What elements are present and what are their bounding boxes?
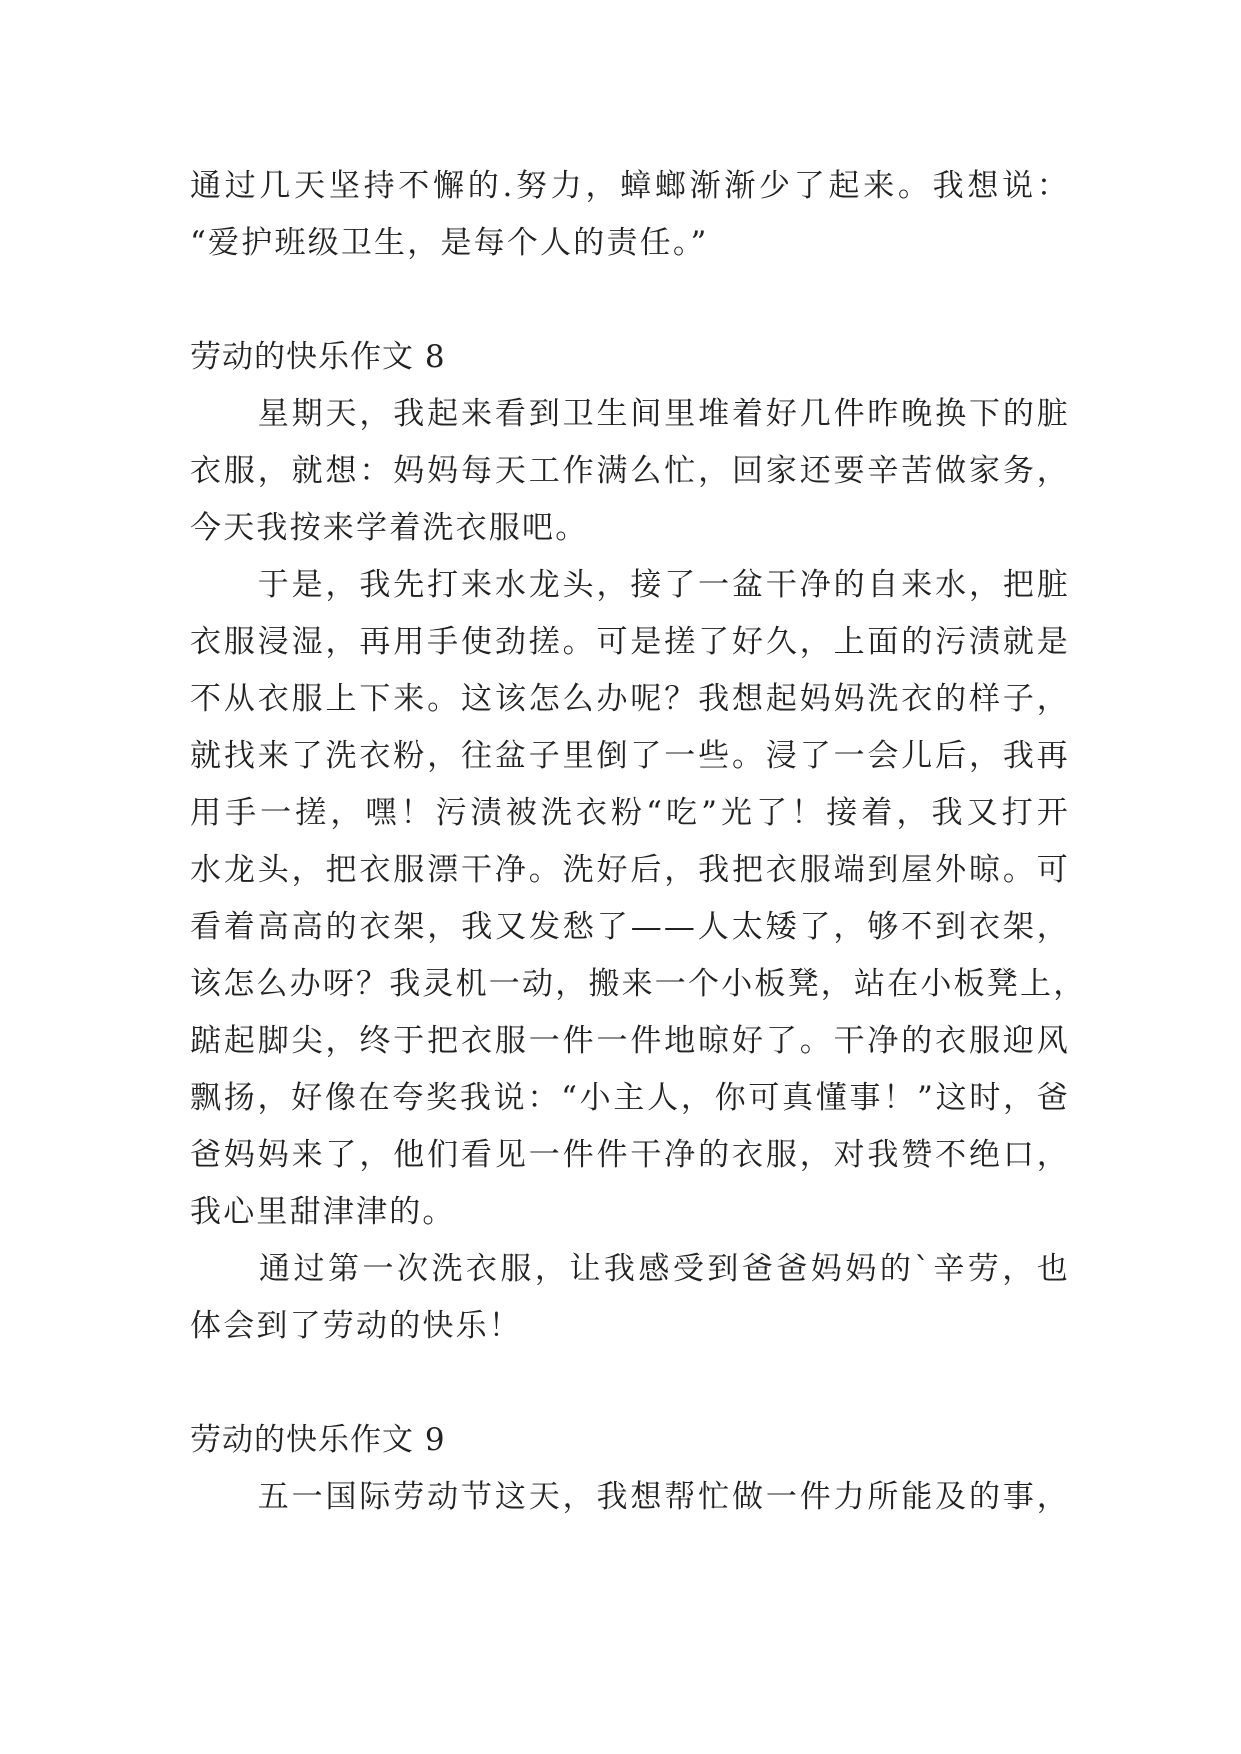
text-line: 于是，我先打来水龙头，接了一盆干净的自来水，把脏 <box>190 567 1070 603</box>
section-heading: 劳动的快乐作文 9 <box>190 1422 446 1458</box>
text-line: 爸妈妈来了，他们看见一件件干净的衣服，对我赞不绝口， <box>190 1137 1070 1173</box>
text-line: 今天我按来学着洗衣服吧。 <box>190 510 589 546</box>
text-line: 该怎么办呀？我灵机一动，搬来一个小板凳，站在小板凳上， <box>190 966 1087 1002</box>
text-line: 水龙头，把衣服漂干净。洗好后，我把衣服端到屋外晾。可 <box>190 852 1070 888</box>
section-heading: 劳动的快乐作文 8 <box>190 339 446 375</box>
text-line: 衣服浸湿，再用手使劲搓。可是搓了好久，上面的污渍就是 <box>190 624 1070 660</box>
text-line: 我心里甜津津的。 <box>190 1194 456 1230</box>
text-line: 通过第一次洗衣服，让我感受到爸爸妈妈的`辛劳，也 <box>190 1251 1070 1287</box>
text-line: 五一国际劳动节这天，我想帮忙做一件力所能及的事， <box>190 1479 1070 1515</box>
text-line: “爱护班级卫生，是每个人的责任。” <box>190 225 709 261</box>
text-line: 不从衣服上下来。这该怎么办呢？我想起妈妈洗衣的样子， <box>190 681 1070 717</box>
text-line: 星期天，我起来看到卫生间里堆着好几件昨晚换下的脏 <box>190 396 1070 432</box>
text-line: 体会到了劳动的快乐！ <box>190 1308 522 1344</box>
text-line: 飘扬，好像在夸奖我说：“小主人，你可真懂事！”这时，爸 <box>190 1080 1070 1116</box>
text-line: 衣服，就想：妈妈每天工作满么忙，回家还要辛苦做家务， <box>190 453 1070 489</box>
text-line: 用手一搓，嘿！污渍被洗衣粉“吃”光了！接着，我又打开 <box>190 795 1070 831</box>
text-line: 看着高高的衣架，我又发愁了——人太矮了，够不到衣架， <box>190 909 1070 945</box>
text-line: 踮起脚尖，终于把衣服一件一件地晾好了。干净的衣服迎风 <box>190 1023 1070 1059</box>
text-line: 通过几天坚持不懈的.努力，蟑螂渐渐少了起来。我想说： <box>190 168 1070 204</box>
text-line: 就找来了洗衣粉，往盆子里倒了一些。浸了一会儿后，我再 <box>190 738 1070 774</box>
